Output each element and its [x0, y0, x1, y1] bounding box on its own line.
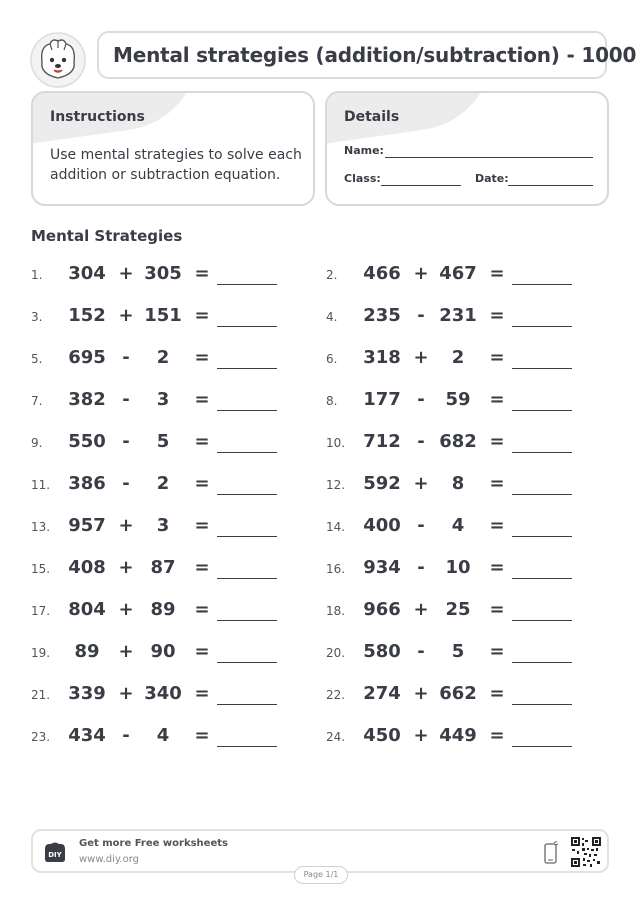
- question-number: 21.: [31, 688, 51, 702]
- footer-url[interactable]: www.diy.org: [79, 854, 139, 865]
- question-17: [31, 596, 291, 626]
- equals-sign: =: [489, 305, 505, 326]
- first-operand: 89: [74, 641, 100, 662]
- question-5: [31, 344, 291, 374]
- equals-sign: =: [489, 725, 505, 746]
- second-operand: 682: [439, 431, 477, 452]
- operator: -: [122, 431, 130, 452]
- instructions-card: [31, 91, 315, 206]
- answer-blank[interactable]: [512, 578, 572, 579]
- page-title: Mental strategies (addition/subtraction) - 1000: [113, 43, 637, 67]
- answer-blank[interactable]: [512, 704, 572, 705]
- answer-blank[interactable]: [217, 326, 277, 327]
- question-7: [31, 386, 291, 416]
- operator: +: [118, 515, 134, 536]
- second-operand: 3: [156, 515, 170, 536]
- footer-promo: Get more Free worksheets: [79, 838, 228, 849]
- operator: +: [118, 683, 134, 704]
- question-8: [326, 386, 586, 416]
- first-operand: 434: [68, 725, 106, 746]
- answer-blank[interactable]: [217, 536, 277, 537]
- equals-sign: =: [489, 389, 505, 410]
- first-operand: 957: [68, 515, 106, 536]
- answer-blank[interactable]: [512, 494, 572, 495]
- details-card: [325, 91, 609, 206]
- question-15: [31, 554, 291, 584]
- question-9: [31, 428, 291, 458]
- first-operand: 274: [363, 683, 401, 704]
- question-number: 1.: [31, 268, 43, 282]
- question-1: [31, 260, 291, 290]
- question-12: [326, 470, 586, 500]
- answer-blank[interactable]: [512, 410, 572, 411]
- answer-blank[interactable]: [512, 368, 572, 369]
- second-operand: 10: [445, 557, 471, 578]
- question-6: [326, 344, 586, 374]
- operator: -: [417, 641, 425, 662]
- question-number: 18.: [326, 604, 346, 618]
- mascot-icon: [30, 32, 86, 88]
- page-indicator: Page 1/1: [294, 866, 348, 884]
- first-operand: 177: [363, 389, 401, 410]
- operator: -: [122, 725, 130, 746]
- operator: -: [122, 389, 130, 410]
- second-operand: 25: [445, 599, 471, 620]
- answer-blank[interactable]: [217, 620, 277, 621]
- question-22: [326, 680, 586, 710]
- logo-text: DIY: [48, 851, 62, 859]
- first-operand: 400: [363, 515, 401, 536]
- answer-blank[interactable]: [217, 662, 277, 663]
- second-operand: 2: [156, 473, 170, 494]
- question-13: [31, 512, 291, 542]
- question-16: [326, 554, 586, 584]
- first-operand: 934: [363, 557, 401, 578]
- equals-sign: =: [489, 683, 505, 704]
- answer-blank[interactable]: [217, 494, 277, 495]
- question-2: [326, 260, 586, 290]
- question-11: [31, 470, 291, 500]
- question-number: 4.: [326, 310, 338, 324]
- question-4: [326, 302, 586, 332]
- answer-blank[interactable]: [512, 452, 572, 453]
- second-operand: 231: [439, 305, 477, 326]
- equals-sign: =: [194, 473, 210, 494]
- question-number: 20.: [326, 646, 346, 660]
- first-operand: 408: [68, 557, 106, 578]
- question-number: 23.: [31, 730, 51, 744]
- equals-sign: =: [489, 641, 505, 662]
- operator: +: [118, 305, 134, 326]
- instructions-text: Use mental strategies to solve each addition or subtraction equation.: [50, 147, 302, 183]
- operator: -: [417, 431, 425, 452]
- second-operand: 5: [451, 641, 465, 662]
- second-operand: 90: [150, 641, 176, 662]
- second-operand: 87: [150, 557, 176, 578]
- second-operand: 305: [144, 263, 182, 284]
- first-operand: 966: [363, 599, 401, 620]
- question-number: 8.: [326, 394, 338, 408]
- second-operand: 2: [451, 347, 465, 368]
- question-number: 15.: [31, 562, 51, 576]
- equals-sign: =: [194, 431, 210, 452]
- question-number: 22.: [326, 688, 346, 702]
- equals-sign: =: [194, 641, 210, 662]
- question-number: 5.: [31, 352, 43, 366]
- operator: +: [118, 557, 134, 578]
- answer-blank[interactable]: [217, 452, 277, 453]
- equals-sign: =: [194, 389, 210, 410]
- question-23: [31, 722, 291, 752]
- second-operand: 151: [144, 305, 182, 326]
- answer-blank[interactable]: [217, 284, 277, 285]
- equals-sign: =: [194, 683, 210, 704]
- equals-sign: =: [489, 473, 505, 494]
- name-field[interactable]: [385, 157, 593, 158]
- question-21: [31, 680, 291, 710]
- class-field[interactable]: [381, 185, 461, 186]
- question-number: 9.: [31, 436, 43, 450]
- date-field[interactable]: [508, 185, 593, 186]
- class-label: Class:: [344, 172, 381, 185]
- answer-blank[interactable]: [512, 620, 572, 621]
- question-number: 3.: [31, 310, 43, 324]
- second-operand: 4: [156, 725, 170, 746]
- operator: +: [413, 683, 429, 704]
- question-number: 2.: [326, 268, 338, 282]
- equals-sign: =: [194, 263, 210, 284]
- second-operand: 4: [451, 515, 465, 536]
- equals-sign: =: [489, 515, 505, 536]
- answer-blank[interactable]: [217, 704, 277, 705]
- equals-sign: =: [489, 431, 505, 452]
- second-operand: 2: [156, 347, 170, 368]
- operator: +: [413, 599, 429, 620]
- first-operand: 712: [363, 431, 401, 452]
- operator: +: [118, 641, 134, 662]
- equals-sign: =: [194, 515, 210, 536]
- equals-sign: =: [194, 305, 210, 326]
- question-19: [31, 638, 291, 668]
- question-18: [326, 596, 586, 626]
- operator: +: [413, 347, 429, 368]
- question-number: 19.: [31, 646, 51, 660]
- equals-sign: =: [489, 599, 505, 620]
- operator: -: [417, 389, 425, 410]
- answer-blank[interactable]: [512, 536, 572, 537]
- question-number: 12.: [326, 478, 346, 492]
- first-operand: 382: [68, 389, 106, 410]
- second-operand: 449: [439, 725, 477, 746]
- answer-blank[interactable]: [217, 368, 277, 369]
- second-operand: 3: [156, 389, 170, 410]
- second-operand: 662: [439, 683, 477, 704]
- first-operand: 318: [363, 347, 401, 368]
- title-box: [97, 31, 637, 79]
- operator: -: [417, 305, 425, 326]
- first-operand: 450: [363, 725, 401, 746]
- equals-sign: =: [194, 725, 210, 746]
- first-operand: 592: [363, 473, 401, 494]
- answer-blank[interactable]: [512, 662, 572, 663]
- second-operand: 59: [445, 389, 471, 410]
- question-24: [326, 722, 586, 752]
- operator: +: [413, 725, 429, 746]
- section-title: Mental Strategies: [31, 227, 183, 245]
- phone-icon: [543, 841, 559, 865]
- qr-code-icon: [570, 836, 602, 868]
- operator: +: [118, 263, 134, 284]
- answer-blank[interactable]: [217, 578, 277, 579]
- operator: +: [413, 473, 429, 494]
- first-operand: 804: [68, 599, 106, 620]
- question-number: 6.: [326, 352, 338, 366]
- details-heading: Details: [344, 109, 400, 125]
- question-20: [326, 638, 586, 668]
- second-operand: 467: [439, 263, 477, 284]
- first-operand: 466: [363, 263, 401, 284]
- question-number: 17.: [31, 604, 51, 618]
- second-operand: 340: [144, 683, 182, 704]
- second-operand: 5: [156, 431, 170, 452]
- question-14: [326, 512, 586, 542]
- question-number: 14.: [326, 520, 346, 534]
- answer-blank[interactable]: [217, 410, 277, 411]
- operator: -: [417, 557, 425, 578]
- question-3: [31, 302, 291, 332]
- answer-blank[interactable]: [512, 326, 572, 327]
- equals-sign: =: [194, 599, 210, 620]
- operator: -: [122, 473, 130, 494]
- question-number: 11.: [31, 478, 51, 492]
- operator: +: [413, 263, 429, 284]
- equals-sign: =: [489, 557, 505, 578]
- equals-sign: =: [194, 347, 210, 368]
- equals-sign: =: [489, 347, 505, 368]
- equals-sign: =: [489, 263, 505, 284]
- answer-blank[interactable]: [217, 746, 277, 747]
- first-operand: 339: [68, 683, 106, 704]
- question-10: [326, 428, 586, 458]
- second-operand: 8: [451, 473, 465, 494]
- first-operand: 152: [68, 305, 106, 326]
- second-operand: 89: [150, 599, 176, 620]
- operator: -: [122, 347, 130, 368]
- operator: +: [118, 599, 134, 620]
- first-operand: 695: [68, 347, 106, 368]
- question-number: 7.: [31, 394, 43, 408]
- first-operand: 235: [363, 305, 401, 326]
- question-number: 24.: [326, 730, 346, 744]
- first-operand: 386: [68, 473, 106, 494]
- first-operand: 304: [68, 263, 106, 284]
- date-label: Date:: [475, 172, 509, 185]
- question-number: 13.: [31, 520, 51, 534]
- operator: -: [417, 515, 425, 536]
- first-operand: 550: [68, 431, 106, 452]
- answer-blank[interactable]: [512, 284, 572, 285]
- equals-sign: =: [194, 557, 210, 578]
- name-label: Name:: [344, 144, 384, 157]
- instructions-heading: Instructions: [50, 109, 145, 125]
- diy-logo-icon: [43, 841, 67, 863]
- first-operand: 580: [363, 641, 401, 662]
- question-number: 16.: [326, 562, 346, 576]
- question-number: 10.: [326, 436, 346, 450]
- answer-blank[interactable]: [512, 746, 572, 747]
